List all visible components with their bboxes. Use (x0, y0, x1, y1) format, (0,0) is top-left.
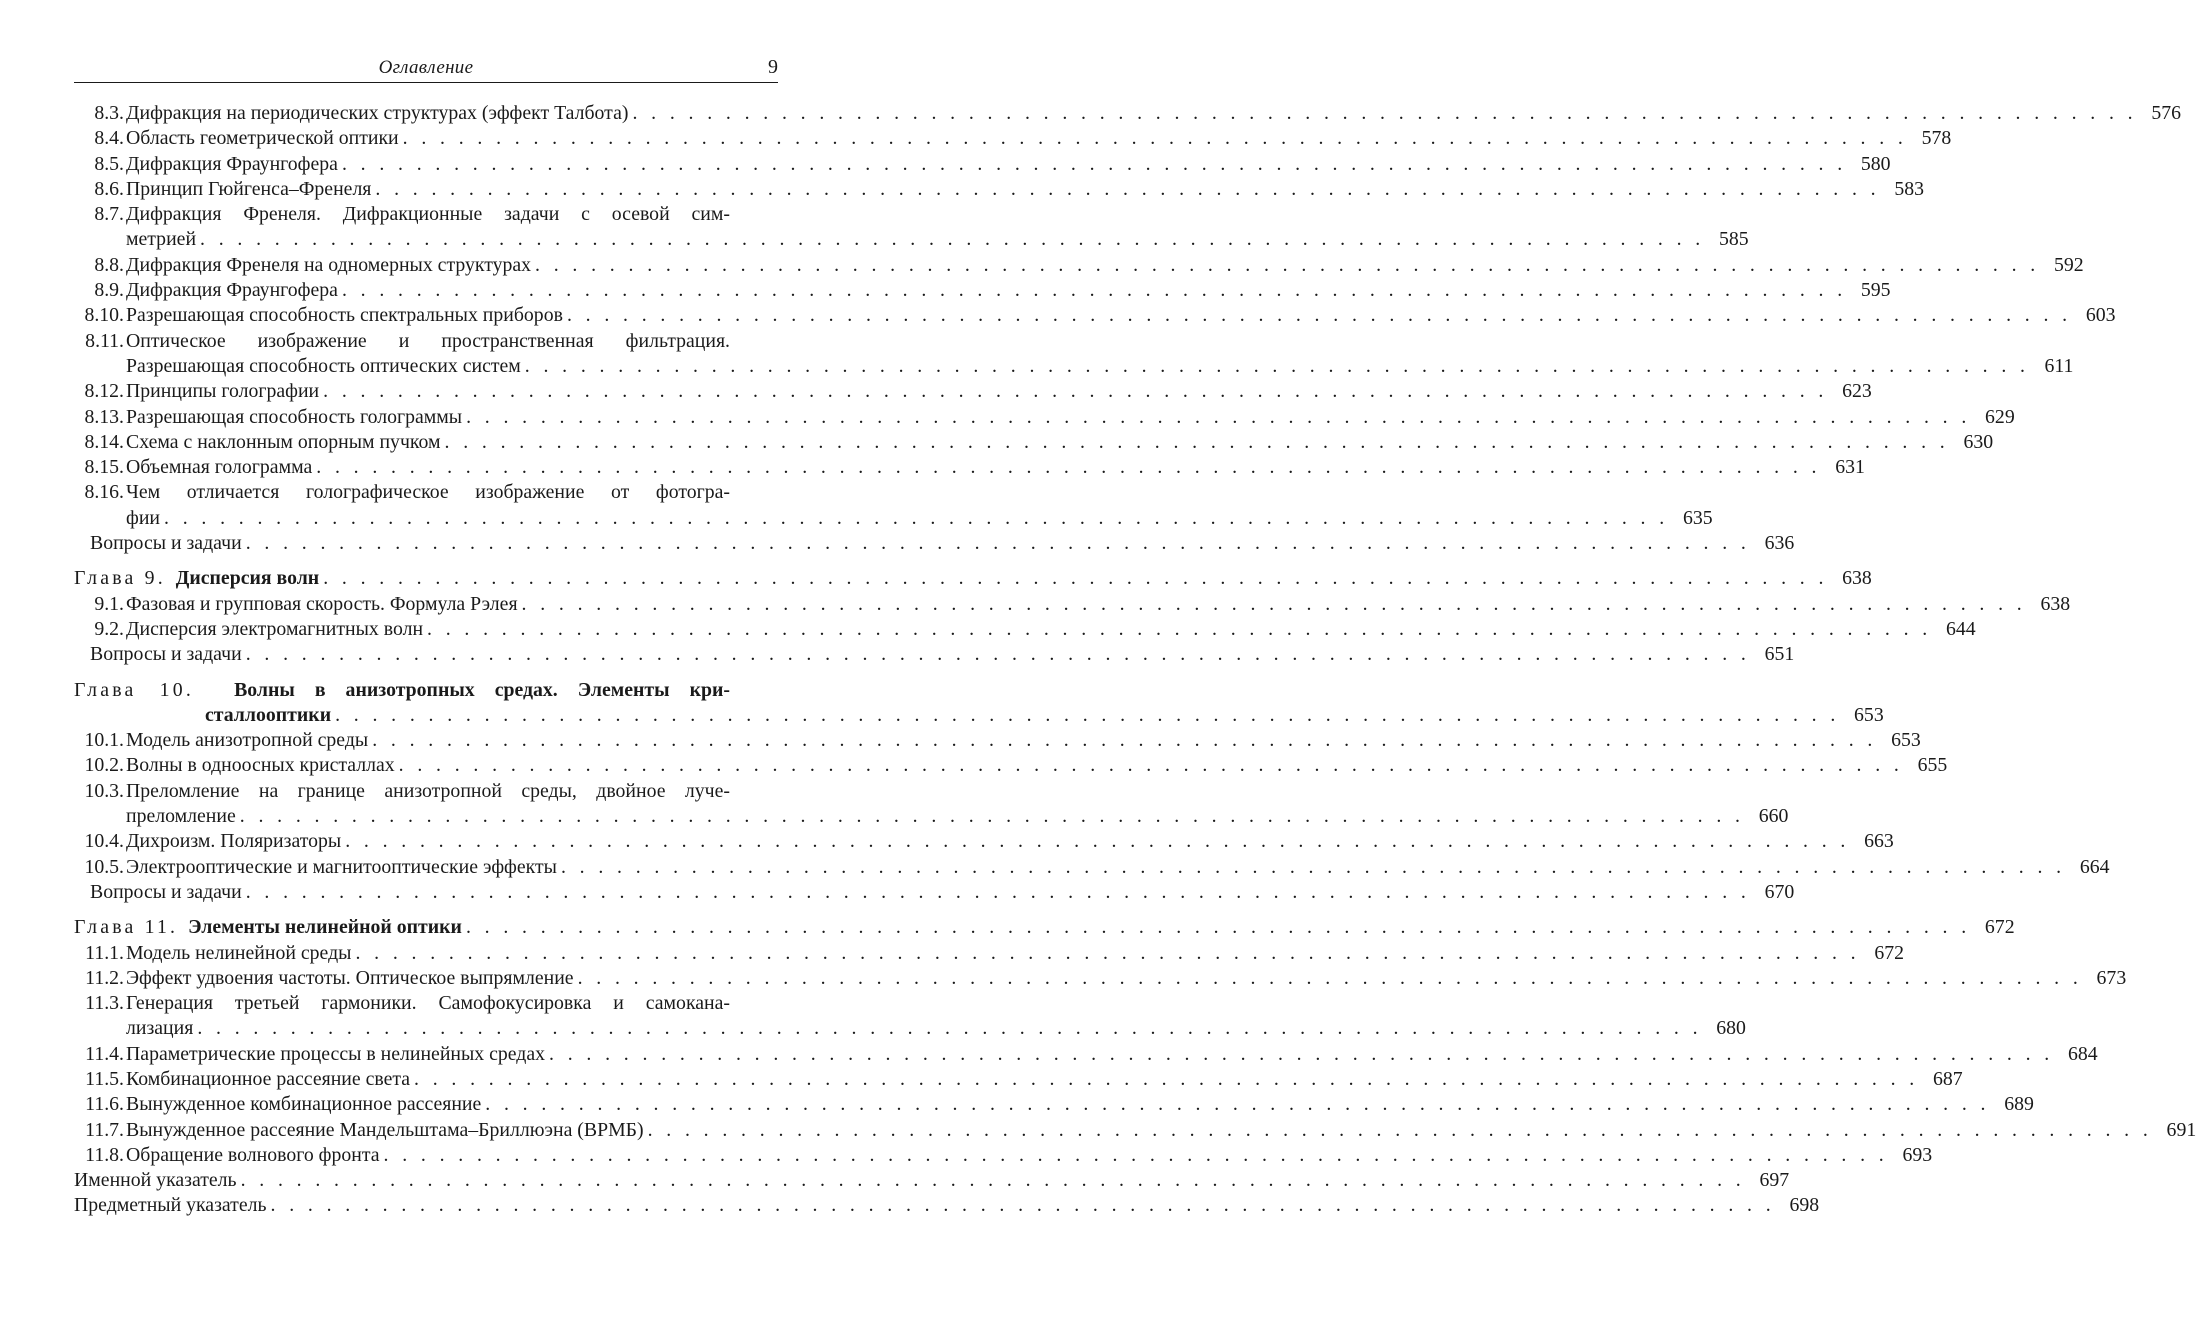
section-title: Дисперсия электромагнитных волн (126, 617, 424, 640)
section-page: 673 (2096, 966, 2127, 989)
section-page: 660 (1758, 805, 1789, 828)
chapter-title: Дисперсия волн (175, 567, 320, 590)
section-number: 10.4. (84, 830, 124, 853)
section-number: 8.12. (84, 380, 124, 403)
section-title-line-2: метрией (126, 228, 197, 251)
dot-leader: . . . . . . . . . . . . . . . . . . . . . . . . . . . . . . . . . . . . . . . . . . . . . . . . . . . . . . . . . . . . . . . . . . . . . . . . . . . . . . . . . (323, 380, 1828, 403)
section-page: 635 (1682, 506, 1713, 529)
section-title: Модель анизотропной среды (126, 729, 369, 752)
dot-leader: . . . . . . . . . . . . . . . . . . . . . . . . . . . . . . . . . . . . . . . . . . . . . . . . . . . . . . . . . . . . . . . . . . . . . . . . . . . . . . . . . (270, 1194, 1776, 1217)
dot-leader: . . . . . . . . . . . . . . . . . . . . . . . . . . . . . . . . . . . . . . . . . . . . . . . . . . . . . . . . . . . . . . . . . . . . . . . . . . . . . . . . . (164, 506, 1669, 529)
toc-entry-questions-10[interactable] (74, 880, 1795, 905)
section-number: 10.5. (84, 855, 124, 878)
toc-entry-9-2[interactable] (74, 617, 1976, 642)
toc-entry-10-4[interactable] (74, 829, 1894, 854)
toc-entry-8-13[interactable] (74, 405, 2015, 430)
dot-leader: . . . . . . . . . . . . . . . . . . . . . . . . . . . . . . . . . . . . . . . . . . . . . . . . . . . . . . . . . . . . . . . . . . . . . . . . . . . . . . . . . (200, 228, 1705, 251)
section-title: Вынужденное рассеяние Мандельштама–Бриллюэна (ВРМБ) (126, 1118, 644, 1141)
section-page: 580 (1860, 152, 1891, 175)
section-page: 644 (1945, 617, 1976, 640)
chapter-page: 672 (1984, 916, 2015, 939)
section-page: 687 (1932, 1067, 1963, 1090)
section-title: Дифракция на периодических структурах (эффект Талбота) (126, 102, 629, 124)
section-number: 11.2. (85, 966, 124, 989)
section-title: Дихроизм. Поляризаторы (126, 830, 342, 853)
chapter-title-line-1: Волны в анизотропных средах. Элементы кри- (234, 678, 730, 701)
section-page: 663 (1864, 830, 1894, 853)
section-title: Дифракция Фраунгофера (126, 279, 338, 302)
toc-entry-8-10[interactable] (74, 303, 2116, 328)
toc-entry-8-9[interactable] (74, 278, 1891, 303)
toc-entry-10-2[interactable] (74, 753, 1948, 778)
toc-entry-8-16[interactable] (74, 480, 1713, 531)
dot-leader: . . . . . . . . . . . . . . . . . . . . . . . . . . . . . . . . . . . . . . . . . . . . . . . . . . . . . . . . . . . . . . . . . . . . . . . . . . . . . . . . . (355, 941, 1861, 964)
toc-entry-subject-index[interactable] (74, 1193, 1820, 1218)
dot-leader: . . . . . . . . . . . . . . . . . . . . . . . . . . . . . . . . . . . . . . . . . . . . . . . . . . . . . . . . . . . . . . . . . . . . . . . . . . . . . . . . . (560, 855, 2066, 878)
section-number: 11.3. (85, 992, 124, 1015)
section-number: 8.13. (84, 405, 124, 428)
section-title: Область геометрической оптики (126, 127, 399, 150)
toc-entry-8-6[interactable] (74, 177, 1925, 202)
section-number: 11.7. (85, 1118, 124, 1141)
section-number: 8.10. (84, 304, 124, 327)
dot-leader: . . . . . . . . . . . . . . . . . . . . . . . . . . . . . . . . . . . . . . . . . . . . . . . . . . . . . . . . . . . . . . . . . . . . . . . . . . . . . . . . . (197, 1017, 1702, 1040)
dot-leader: . . . . . . . . . . . . . . . . . . . . . . . . . . . . . . . . . . . . . . . . . . . . . . . . . . . . . . . . . . . . . . . . . . . . . . . . . . . . . . . . . (375, 177, 1881, 200)
dot-leader: . . . . . . . . . . . . . . . . . . . . . . . . . . . . . . . . . . . . . . . . . . . . . . . . . . . . . . . . . . . . . . . . . . . . . . . . . . . . . . . . . (647, 1118, 2153, 1141)
dot-leader: . . . . . . . . . . . . . . . . . . . . . . . . . . . . . . . . . . . . . . . . . . . . . . . . . . . . . . . . . . . . . . . . . . . . . . . . . . . . . . . . . (444, 430, 1950, 453)
toc-entry-11-2[interactable] (74, 966, 2127, 991)
section-page: 672 (1874, 941, 1905, 964)
section-page: 698 (1789, 1194, 1820, 1217)
section-number: 8.7. (94, 203, 124, 226)
dot-leader: . . . . . . . . . . . . . . . . . . . . . . . . . . . . . . . . . . . . . . . . . . . . . . . . . . . . . . . . . . . . . . . . . . . . . . . . . . . . . . . . . (335, 703, 1840, 726)
section-number: 11.4. (85, 1042, 124, 1065)
section-number: 8.3. (94, 102, 124, 124)
dot-leader: . . . . . . . . . . . . . . . . . . . . . . . . . . . . . . . . . . . . . . . . . . . . . . . . . . . . . . . . . . . . . . . . . . . . . . . . . . . . . . . . . (414, 1067, 1919, 1090)
toc-entry-11-7[interactable] (74, 1118, 2196, 1143)
dot-leader: . . . . . . . . . . . . . . . . . . . . . . . . . . . . . . . . . . . . . . . . . . . . . . . . . . . . . . . . . . . . . . . . . . . . . . . . . . . . . . . . . (345, 830, 1850, 853)
section-page: 623 (1842, 380, 1872, 403)
section-title: Вопросы и задачи (90, 643, 242, 666)
section-title: Обращение волнового фронта (126, 1143, 380, 1166)
section-page: 664 (2079, 855, 2110, 878)
chapter-page: 653 (1854, 703, 1884, 726)
section-title-line-2: Разрешающая способность оптических систем (126, 354, 521, 377)
dot-leader: . . . . . . . . . . . . . . . . . . . . . . . . . . . . . . . . . . . . . . . . . . . . . . . . . . . . . . . . . . . . . . . . . . . . . . . . . . . . . . . . . (341, 279, 1847, 302)
section-page: 670 (1764, 880, 1795, 903)
section-number: 8.11. (85, 329, 124, 352)
section-page: 684 (2067, 1042, 2098, 1065)
section-title: Вынужденное комбинационное рассеяние (126, 1093, 482, 1116)
toc-entry-name-index[interactable] (74, 1168, 1790, 1193)
section-page: 629 (1985, 405, 2015, 428)
toc-entry-11-4[interactable] (74, 1042, 2098, 1067)
section-page: 697 (1759, 1169, 1790, 1192)
section-number: 8.6. (94, 177, 124, 200)
section-number: 9.2. (94, 617, 124, 640)
dot-leader: . . . . . . . . . . . . . . . . . . . . . . . . . . . . . . . . . . . . . . . . . . . . . . . . . . . . . . . . . . . . . . . . . . . . . . . . . . . . . . . . . (577, 966, 2083, 989)
toc-entry-questions-9[interactable] (74, 642, 1795, 667)
table-of-contents (74, 101, 2196, 1219)
section-title-line-1: Дифракция Френеля. Дифракционные задачи с осевой сим- (126, 203, 730, 226)
section-title-line-2: фии (126, 506, 160, 529)
section-page: 651 (1764, 643, 1795, 666)
chapter-label: Глава 9. (74, 567, 166, 590)
section-title: Фазовая и групповая скорость. Формула Рэлея (126, 592, 518, 615)
section-title-line-1: Чем отличается голографическое изображение от фотогра- (126, 481, 730, 504)
section-title: Модель нелинейной среды (126, 941, 352, 964)
section-page: 689 (2004, 1093, 2034, 1116)
section-page: 631 (1835, 456, 1865, 479)
section-number: 8.4. (94, 127, 124, 150)
toc-chapter-10[interactable] (74, 678, 1884, 729)
section-number: 9.1. (94, 592, 124, 615)
section-number: 8.8. (94, 253, 124, 276)
section-page: 638 (2040, 592, 2071, 615)
chapter-title-line-2: сталлооптики (205, 703, 332, 726)
section-number: 8.9. (94, 279, 124, 302)
section-number: 10.1. (84, 729, 124, 752)
toc-entry-11-5[interactable] (74, 1067, 1963, 1092)
section-page: 611 (2044, 354, 2074, 377)
toc-entry-11-8[interactable] (74, 1143, 1933, 1168)
chapter-label: Глава 10. (74, 678, 195, 701)
dot-leader: . . . . . . . . . . . . . . . . . . . . . . . . . . . . . . . . . . . . . . . . . . . . . . . . . . . . . . . . . . . . . . . . . . . . . . . . . . . . . . . . . (240, 1169, 1746, 1192)
dot-leader: . . . . . . . . . . . . . . . . . . . . . . . . . . . . . . . . . . . . . . . . . . . . . . . . . . . . . . . . . . . . . . . . . . . . . . . . . . . . . . . . . (245, 532, 1751, 555)
toc-entry-questions-8[interactable] (74, 531, 1795, 556)
dot-leader: . . . . . . . . . . . . . . . . . . . . . . . . . . . . . . . . . . . . . . . . . . . . . . . . . . . . . . . . . . . . . . . . . . . . . . . . . . . . . . . . . (398, 754, 1904, 777)
section-number: 8.16. (84, 481, 124, 504)
chapter-title: Элементы нелинейной оптики (188, 916, 462, 939)
running-title: Оглавление (378, 57, 474, 78)
page-header (74, 56, 778, 83)
toc-page (74, 56, 2196, 1219)
dot-leader: . . . . . . . . . . . . . . . . . . . . . . . . . . . . . . . . . . . . . . . . . . . . . . . . . . . . . . . . . . . . . . . . . . . . . . . . . . . . . . . . . (485, 1093, 1990, 1116)
section-number: 11.6. (85, 1093, 124, 1116)
toc-entry-11-1[interactable] (74, 941, 1905, 966)
section-title-line-2: лизация (126, 1017, 194, 1040)
section-number: 11.8. (85, 1143, 124, 1166)
toc-entry-10-5[interactable] (74, 855, 2110, 880)
toc-entry-10-3[interactable] (74, 779, 1789, 830)
section-title: Предметный указатель (74, 1194, 267, 1217)
section-title: Объемная голограмма (126, 456, 313, 479)
dot-leader: . . . . . . . . . . . . . . . . . . . . . . . . . . . . . . . . . . . . . . . . . . . . . . . . . . . . . . . . . . . . . . . . . . . . . . . . . . . . . . . . . (402, 127, 1908, 150)
toc-entry-8-7[interactable] (74, 202, 1749, 253)
toc-entry-11-6[interactable] (74, 1092, 2034, 1117)
section-title: Параметрические процессы в нелинейных средах (126, 1042, 546, 1065)
section-title: Схема с наклонным опорным пучком (126, 430, 441, 453)
toc-entry-8-14[interactable] (74, 430, 1994, 455)
dot-leader: . . . . . . . . . . . . . . . . . . . . . . . . . . . . . . . . . . . . . . . . . . . . . . . . . . . . . . . . . . . . . . . . . . . . . . . . . . . . . . . . . (566, 304, 2072, 327)
toc-entry-8-3[interactable] (74, 101, 2182, 126)
dot-leader: . . . . . . . . . . . . . . . . . . . . . . . . . . . . . . . . . . . . . . . . . . . . . . . . . . . . . . . . . . . . . . . . . . . . . . . . . . . . . . . . . (521, 592, 2027, 615)
section-title: Эффект удвоения частоты. Оптическое выпрямление (126, 966, 574, 989)
section-title: Разрешающая способность голограммы (126, 405, 463, 428)
dot-leader: . . . . . . . . . . . . . . . . . . . . . . . . . . . . . . . . . . . . . . . . . . . . . . . . . . . . . . . . . . . . . . . . . . . . . . . . . . . . . . . . . (245, 643, 1751, 666)
dot-leader: . . . . . . . . . . . . . . . . . . . . . . . . . . . . . . . . . . . . . . . . . . . . . . . . . . . . . . . . . . . . . . . . . . . . . . . . . . . . . . . . . (316, 456, 1821, 479)
section-title-line-1: Преломление на границе анизотропной среды, двойное луче- (126, 779, 730, 802)
dot-leader: . . . . . . . . . . . . . . . . . . . . . . . . . . . . . . . . . . . . . . . . . . . . . . . . . . . . . . . . . . . . . . . . . . . . . . . . . . . . . . . . . (632, 102, 2138, 124)
dot-leader: . . . . . . . . . . . . . . . . . . . . . . . . . . . . . . . . . . . . . . . . . . . . . . . . . . . . . . . . . . . . . . . . . . . . . . . . . . . . . . . . . (549, 1042, 2054, 1065)
section-title-line-1: Генерация третьей гармоники. Самофокусировка и самокана- (126, 992, 730, 1015)
section-page: 655 (1917, 754, 1948, 777)
section-title: Принципы голографии (126, 380, 320, 403)
dot-leader: . . . . . . . . . . . . . . . . . . . . . . . . . . . . . . . . . . . . . . . . . . . . . . . . . . . . . . . . . . . . . . . . . . . . . . . . . . . . . . . . . (323, 567, 1828, 590)
toc-entry-8-8[interactable] (74, 253, 2084, 278)
toc-entry-8-12[interactable] (74, 379, 1872, 404)
dot-leader: . . . . . . . . . . . . . . . . . . . . . . . . . . . . . . . . . . . . . . . . . . . . . . . . . . . . . . . . . . . . . . . . . . . . . . . . . . . . . . . . . (245, 880, 1751, 903)
section-number: 11.1. (85, 941, 124, 964)
toc-entry-10-1[interactable] (74, 728, 1921, 753)
section-number: 8.14. (84, 430, 124, 453)
section-page: 578 (1921, 127, 1952, 150)
section-page: 603 (2085, 304, 2116, 327)
toc-entry-9-1[interactable] (74, 592, 2071, 617)
section-page: 636 (1764, 532, 1795, 555)
section-page: 576 (2151, 102, 2182, 124)
section-number: 10.3. (84, 779, 124, 802)
section-title: Дифракция Фраунгофера (126, 152, 338, 175)
dot-leader: . . . . . . . . . . . . . . . . . . . . . . . . . . . . . . . . . . . . . . . . . . . . . . . . . . . . . . . . . . . . . . . . . . . . . . . . . . . . . . . . . (341, 152, 1847, 175)
dot-leader: . . . . . . . . . . . . . . . . . . . . . . . . . . . . . . . . . . . . . . . . . . . . . . . . . . . . . . . . . . . . . . . . . . . . . . . . . . . . . . . . . (383, 1143, 1889, 1166)
section-title: Вопросы и задачи (90, 532, 242, 555)
section-page: 691 (2166, 1118, 2196, 1141)
section-page: 653 (1891, 729, 1921, 752)
section-title: Разрешающая способность спектральных приборов (126, 304, 563, 327)
dot-leader: . . . . . . . . . . . . . . . . . . . . . . . . . . . . . . . . . . . . . . . . . . . . . . . . . . . . . . . . . . . . . . . . . . . . . . . . . . . . . . . . . (524, 354, 2030, 377)
toc-entry-8-5[interactable] (74, 152, 1891, 177)
dot-leader: . . . . . . . . . . . . . . . . . . . . . . . . . . . . . . . . . . . . . . . . . . . . . . . . . . . . . . . . . . . . . . . . . . . . . . . . . . . . . . . . . (466, 405, 1971, 428)
section-title: Принцип Гюйгенса–Френеля (126, 177, 372, 200)
section-title: Волны в одноосных кристаллах (126, 754, 395, 777)
section-page: 693 (1902, 1143, 1933, 1166)
toc-entry-8-11[interactable] (74, 329, 2074, 380)
dot-leader: . . . . . . . . . . . . . . . . . . . . . . . . . . . . . . . . . . . . . . . . . . . . . . . . . . . . . . . . . . . . . . . . . . . . . . . . . . . . . . . . . (465, 916, 1971, 939)
toc-entry-8-4[interactable] (74, 126, 1952, 151)
dot-leader: . . . . . . . . . . . . . . . . . . . . . . . . . . . . . . . . . . . . . . . . . . . . . . . . . . . . . . . . . . . . . . . . . . . . . . . . . . . . . . . . . (427, 617, 1932, 640)
section-number: 8.5. (94, 152, 124, 175)
toc-entry-8-15[interactable] (74, 455, 1865, 480)
toc-entry-11-3[interactable] (74, 991, 1746, 1042)
toc-chapter-9[interactable] (74, 566, 1872, 591)
section-number: 11.5. (85, 1067, 124, 1090)
section-title: Комбинационное рассеяние света (126, 1067, 411, 1090)
section-page: 630 (1963, 430, 1994, 453)
section-page: 680 (1716, 1017, 1746, 1040)
section-title-line-1: Оптическое изображение и пространственная фильтрация. (126, 329, 730, 352)
dot-leader: . . . . . . . . . . . . . . . . . . . . . . . . . . . . . . . . . . . . . . . . . . . . . . . . . . . . . . . . . . . . . . . . . . . . . . . . . . . . . . . . . (239, 805, 1745, 828)
dot-leader: . . . . . . . . . . . . . . . . . . . . . . . . . . . . . . . . . . . . . . . . . . . . . . . . . . . . . . . . . . . . . . . . . . . . . . . . . . . . . . . . . (372, 729, 1877, 752)
section-title-line-2: преломление (126, 805, 236, 828)
section-number: 8.15. (84, 456, 124, 479)
section-page: 592 (2053, 253, 2084, 276)
section-page: 583 (1894, 177, 1925, 200)
section-page: 585 (1718, 228, 1749, 251)
section-title: Электрооптические и магнитооптические эффекты (126, 855, 557, 878)
section-title: Дифракция Френеля на одномерных структурах (126, 253, 532, 276)
section-title: Вопросы и задачи (90, 880, 242, 903)
page-number: 9 (768, 56, 778, 78)
section-number: 10.2. (84, 754, 124, 777)
dot-leader: . . . . . . . . . . . . . . . . . . . . . . . . . . . . . . . . . . . . . . . . . . . . . . . . . . . . . . . . . . . . . . . . . . . . . . . . . . . . . . . . . (535, 253, 2040, 276)
toc-chapter-11[interactable] (74, 915, 2015, 940)
section-page: 595 (1860, 279, 1891, 302)
section-title: Именной указатель (74, 1169, 237, 1192)
chapter-page: 638 (1842, 567, 1872, 590)
chapter-label: Глава 11. (74, 916, 179, 939)
